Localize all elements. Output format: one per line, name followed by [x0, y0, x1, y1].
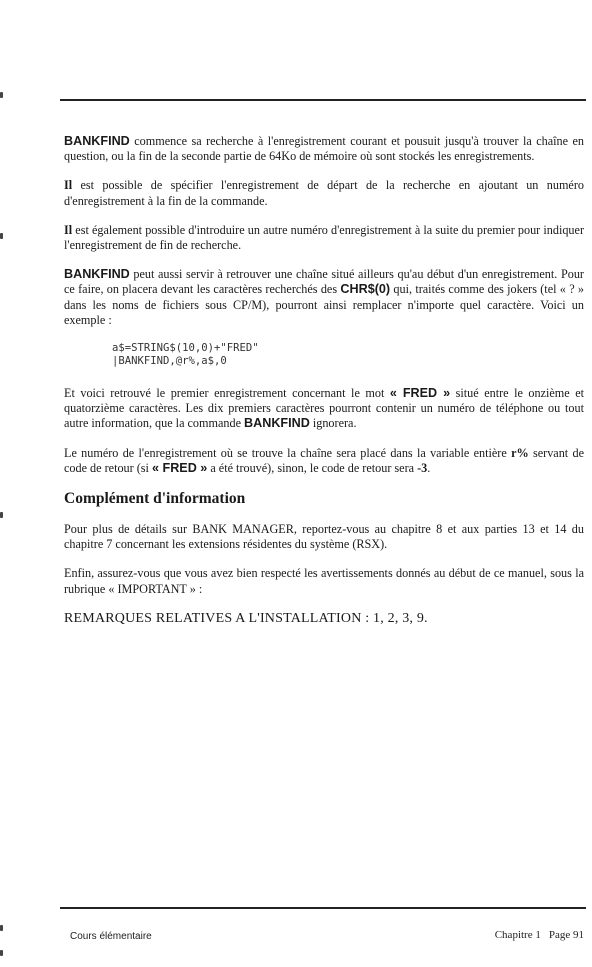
footer-course: Cours élémentaire: [70, 931, 152, 942]
paragraph-text: situé entre le onzième et quatorzième caractères. Les dix premiers caractères pourront contenir un numéro de téléphone ou tout autre information, que la commande: [64, 386, 585, 431]
footer-page-number: Page 91: [548, 929, 584, 941]
paragraph-warnings: Enfin, assurez-vous que vous avez bien respecté les avertissements donnés au début de ce manuel, sous la rubrique « IMPORTANT » :: [64, 566, 584, 596]
footer-chapter: Chapitre 1: [494, 929, 541, 941]
paragraph-text: est possible de spécifier l'enregistrement de départ de la recherche en ajoutant un numéro d'enregistrement à la fin de la commande.: [64, 178, 584, 208]
paragraph-details: Pour plus de détails sur BANK MANAGER, reportez-vous au chapitre 8 et aux parties 13 et 14 du chapitre 7 concernant les extensions résidentes du système (RSX).: [64, 522, 584, 552]
paragraph-wildcards: [64, 267, 584, 328]
paragraph-bankfind-intro: [64, 134, 584, 164]
keyword-bankfind: BANKFIND: [244, 416, 310, 431]
paragraph-text: Le numéro de l'enregistrement où se trouve la chaîne sera placé dans la variable entière: [64, 445, 512, 460]
footer-page-info: [495, 929, 584, 941]
paragraph-return-code: [64, 446, 584, 476]
bottom-rule: [60, 907, 586, 909]
code-line: a$=STRING$(10,0)+"FRED": [112, 342, 259, 355]
paragraph-text: a été trouvé), sinon, le code de retour sera: [207, 460, 418, 475]
bold-lead: Il: [64, 222, 73, 237]
section-heading: Complément d'information: [64, 490, 246, 508]
paragraph-end-record: [64, 223, 584, 253]
paragraph-text: ignorera.: [309, 416, 357, 431]
paragraph-text: peut aussi servir à retrouver une chaîne situé ailleurs qu'au début d'un enregistrement. Pour ce faire, on placera devant les caractères recherchés des: [64, 267, 584, 297]
binding-hole-mark: [0, 233, 3, 239]
keyword-chr: CHR$(0): [340, 282, 391, 297]
binding-hole-mark: [0, 925, 3, 931]
top-rule: [60, 99, 586, 101]
keyword-bankfind: BANKFIND: [64, 267, 130, 282]
paragraph-start-record: [64, 178, 584, 208]
page-body: [64, 134, 584, 640]
keyword-fred: « FRED »: [389, 386, 451, 401]
binding-hole-mark: [0, 950, 3, 956]
paragraph-result: [64, 386, 584, 432]
remarks-line: REMARQUES RELATIVES A L'INSTALLATION : 1, 2, 3, 9.: [64, 610, 428, 626]
paragraph-text: qui, traités comme des jokers (tel « ? » dans les noms de fichiers sous CP/M), pourront ainsi remplacer n'importe quel caractère. Voici un exemple :: [64, 282, 585, 327]
binding-hole-mark: [0, 512, 3, 518]
keyword-fred: « FRED »: [152, 460, 208, 475]
paragraph-text: servant de code de retour (si: [64, 445, 584, 475]
code-example: [112, 342, 584, 368]
paragraph-text: commence sa recherche à l'enregistrement courant et pousuit jusqu'à trouver la chaîne en question, ou la fin de la seconde partie de 64Ko de mémoire où sont stockés les enregistrements.: [64, 134, 584, 164]
bold-code: -3: [417, 460, 428, 475]
bold-variable: r%: [511, 445, 529, 460]
paragraph-text: est également possible d'introduire un autre numéro d'enregistrement à la suite du premier pour indiquer l'enregistrement de fin de recherche.: [64, 222, 584, 253]
paragraph-text: .: [427, 460, 431, 475]
bold-lead: Il: [64, 178, 73, 193]
code-line: |BANKFIND,@r%,a$,0: [112, 355, 227, 368]
paragraph-text: Et voici retrouvé le premier enregistrement concernant le mot: [64, 386, 390, 401]
keyword-bankfind: BANKFIND: [64, 134, 130, 148]
binding-hole-mark: [0, 92, 3, 98]
